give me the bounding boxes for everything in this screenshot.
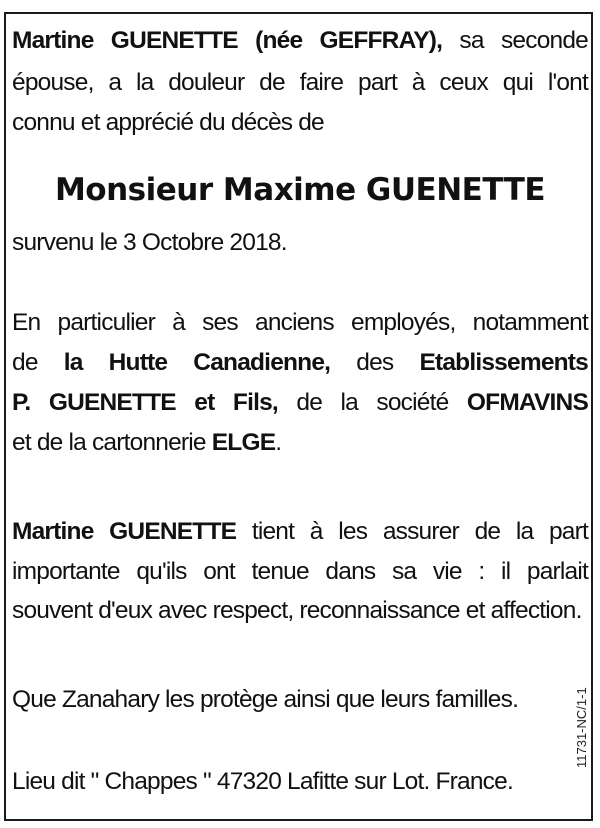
intro-line-3: connu et apprécié du décès de (12, 109, 324, 136)
employees-line-4 (12, 426, 588, 460)
intro-line-1-rest: sa seconde (459, 27, 589, 54)
company-guenette-fils: P. GUENETTE et Fils, (12, 389, 278, 416)
widow-name: Martine GUENETTE (née GEFFRAY), (12, 27, 443, 54)
assurance-line-3: souvent d'eux avec respect, reconnaissance et affection. (12, 597, 582, 624)
company-hutte: la Hutte Canadienne, (63, 349, 331, 376)
deceased-name-title: Monsieur Maxime GUENETTE (54, 172, 546, 208)
company-elge: ELGE (211, 429, 276, 456)
employees-line-2-mid: des (356, 349, 394, 376)
assurance-line-1 (12, 515, 588, 549)
assurance-line-2: importante qu'ils ont tenue dans sa vie : il parlait (12, 558, 588, 585)
intro-line-1 (12, 24, 588, 58)
employees-line-4-pre: et de la cartonnerie (12, 429, 206, 456)
assurance-line-1-rest: tient à les assurer de la part (251, 518, 588, 545)
employees-line-4-post: . (275, 429, 282, 456)
company-ofmavins: OFMAVINS (466, 389, 588, 416)
address-line: Lieu dit " Chappes " 47320 Lafitte sur Lot. France. (12, 768, 513, 795)
company-etablissements: Etablissements (419, 349, 588, 376)
assurance-name: Martine GUENETTE (12, 518, 237, 545)
reference-code: 11731-NC/1-1 (574, 687, 589, 768)
employees-line-2-pre: de (12, 349, 38, 376)
blessing-line: Que Zanahary les protège ainsi que leurs familles. (12, 686, 519, 713)
employees-line-3-mid: de la société (296, 389, 449, 416)
employees-line-1: En particulier à ses anciens employés, notamment (12, 309, 588, 336)
employees-line-2 (12, 346, 588, 380)
employees-line-3 (12, 386, 588, 420)
intro-line-2: épouse, a la douleur de faire part à ceux qui l'ont (12, 69, 588, 96)
death-date-line: survenu le 3 Octobre 2018. (12, 229, 287, 256)
